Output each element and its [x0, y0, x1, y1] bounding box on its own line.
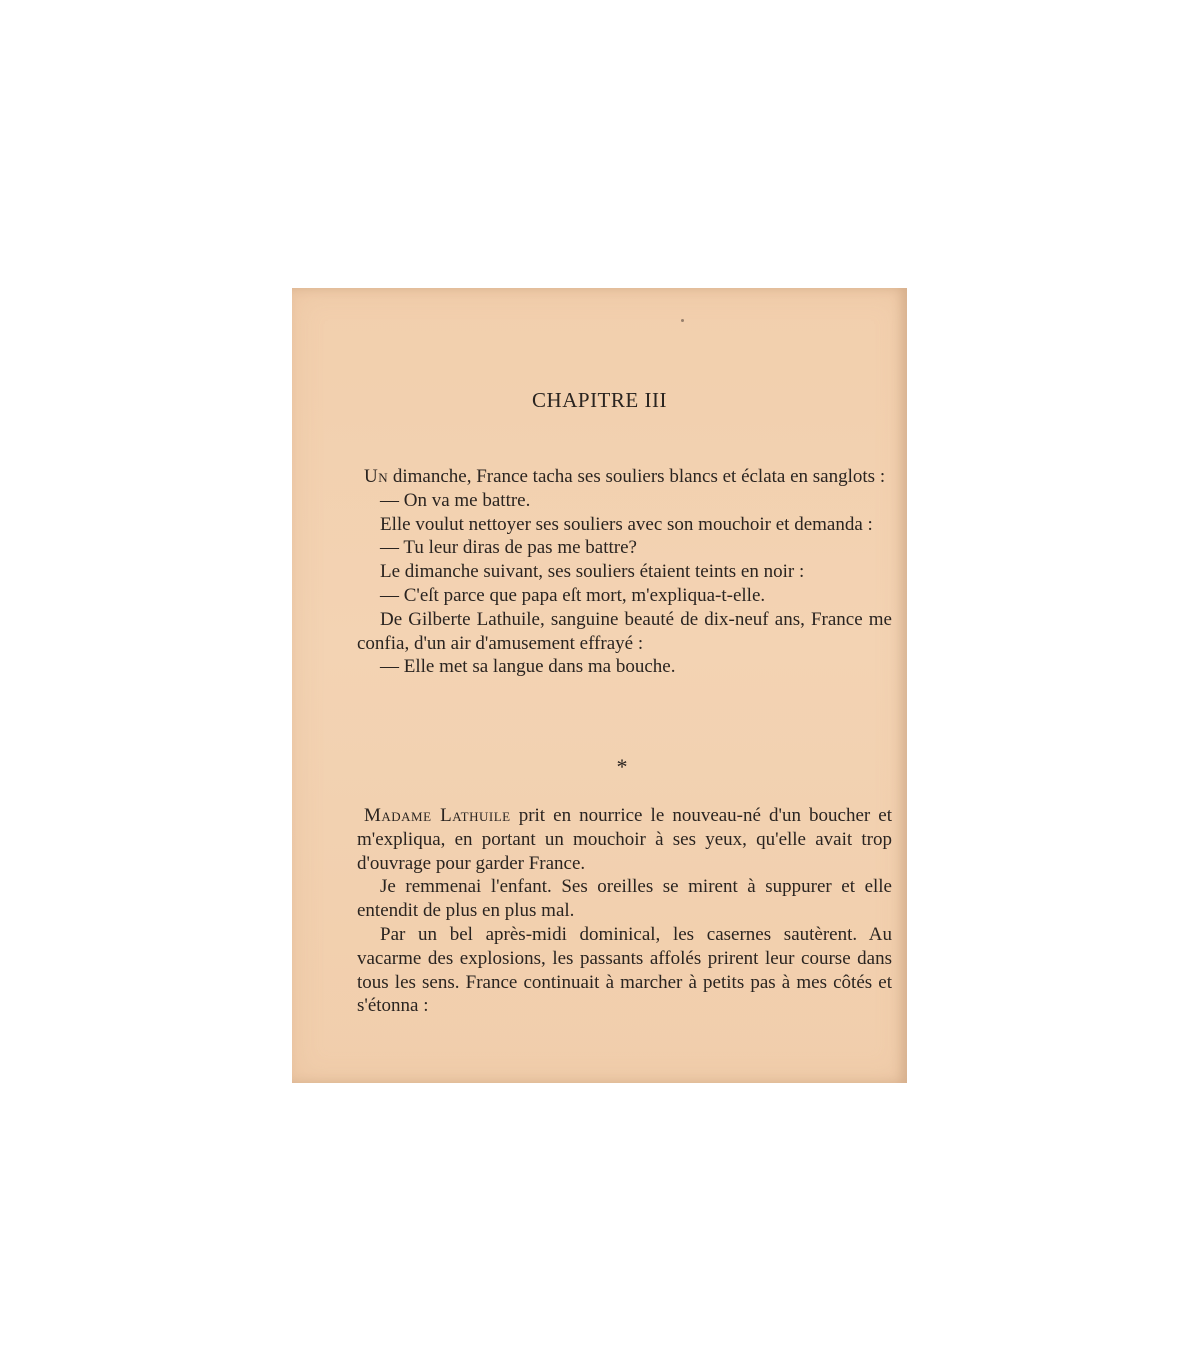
paragraph-1 — [357, 465, 892, 489]
paper-speck — [681, 319, 684, 322]
lead-word: Un — [364, 466, 389, 487]
paragraph-9-text: prit en nourrice le nouveau-né d'un boucher et m'expliqua, en portant un mouchoir à ses yeux, qu'elle avait trop d'ouvrage pour garder France. — [357, 805, 892, 874]
paragraph-11: Par un bel après-midi dominical, les casernes sautèrent. Au vacarme des explosions, les passants affolés prirent leur course dans tous les sens. France continuait à marcher à petits pas à mes côtés et s'étonna : — [357, 923, 892, 1017]
paragraph-6: — C'eſt parce que papa eſt mort, m'expliqua-t-elle. — [380, 584, 766, 606]
paragraph-7: De Gilberte Lathuile, sanguine beauté de dix-neuf ans, France me confia, d'un air d'amusement effrayé : — [357, 608, 892, 654]
section-2 — [357, 804, 892, 1018]
paragraph-1-text: dimanche, France tacha ses souliers blancs et éclata en sanglots : — [388, 466, 886, 487]
paragraph-3: Elle voulut nettoyer ses souliers avec son mouchoir et demanda : — [380, 513, 873, 535]
paragraph-4: — Tu leur diras de pas me battre? — [380, 537, 637, 559]
section-1 — [357, 465, 892, 679]
chapter-title: CHAPITRE III — [532, 388, 667, 412]
paragraph-8: — Elle met sa langue dans ma bouche. — [380, 656, 676, 678]
book-page — [292, 288, 907, 1083]
lead-words: Madame Lathuile — [364, 805, 511, 826]
paragraph-5: Le dimanche suivant, ses souliers étaient teints en noir : — [380, 561, 805, 583]
paragraph-2: — On va me battre. — [380, 489, 531, 511]
section-separator: * — [616, 754, 628, 779]
paragraph-9 — [357, 804, 892, 875]
paragraph-10: Je remmenai l'enfant. Ses oreilles se mirent à suppurer et elle entendit de plus en plus mal. — [357, 876, 892, 922]
